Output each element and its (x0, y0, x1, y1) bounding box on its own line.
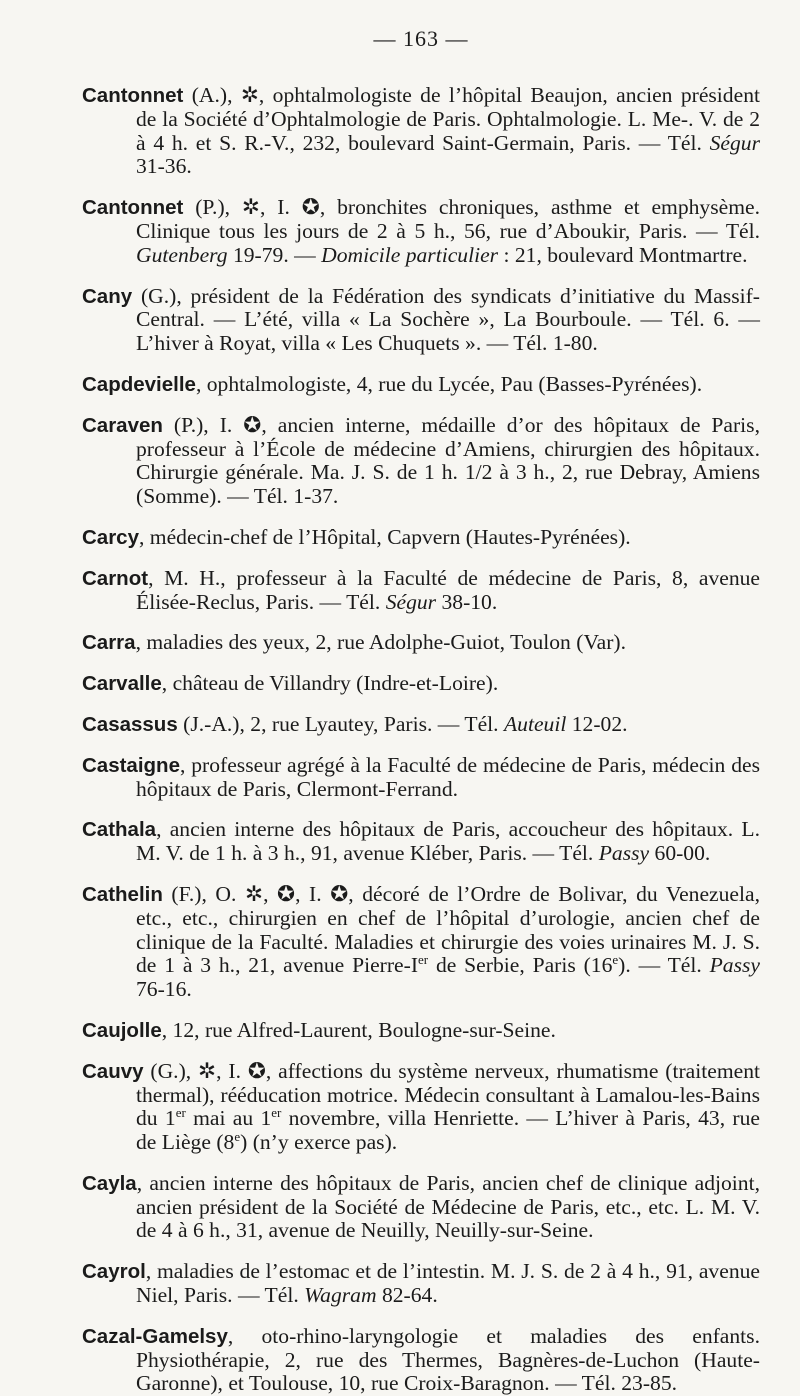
entry-name: Carcy (82, 525, 139, 549)
entry-text: , médecin-chef de l’Hôpital, Capvern (Hautes-Pyrénées). (139, 524, 631, 549)
entry-text: (G.), président de la Fédération des syndicats d’initiative du Massif-Central. — L’été, villa « La Sochère », La Bourboule. — Tél. 6. — L’hiver à Royat, villa « Les Chuquets ». — Tél. 1-80. (132, 283, 760, 356)
entry-text: , ancien interne des hôpitaux de Paris, accoucheur des hôpitaux. L. M. V. de 1 h. à 3 h., 91, avenue Kléber, Paris. — Tél. (136, 817, 760, 866)
entry-text: (A.), ✲, ophtalmologiste de l’hôpital Beaujon, ancien président de la Société d’Ophtalmologie de Paris. Ophtalmologie. L. Me-. V. de 2 à 4 h. et S. R.-V., 232, boulevard Saint-Germain, Paris. — Tél. (136, 83, 760, 155)
entry-italic-text: Domicile particulier (321, 242, 499, 267)
directory-entry (82, 672, 760, 696)
entry-name: Cantonnet (82, 84, 184, 107)
directory-entry (82, 883, 760, 1002)
directory-entry (82, 1325, 760, 1396)
entry-text: mai au 1 (185, 1106, 272, 1131)
entry-text: (P.), ✲, I. ✪, bronchites chroniques, asthme et emphysème. Clinique tous les jours de 2 à 5 h., 56, rue d’Aboukir, Paris. — Tél. (136, 195, 760, 243)
entry-superscript: er (271, 1105, 282, 1121)
entry-name: Castaigne (82, 753, 180, 777)
entry-text: (F.), O. ✲, ✪, I. ✪, décoré de l’Ordre de Bolivar, du Venezuela, etc., etc., chirurgien en chef de l’hôpital d’urologie, ancien chef de clinique de la Faculté. Maladies et chirurgie des voies urinaires M. J. S. de 1 à 3 h., 21, avenue Pierre-I (136, 881, 760, 978)
directory-entry (82, 713, 760, 737)
entry-name: Cany (82, 284, 133, 308)
entry-italic-text: Ségur (385, 589, 437, 614)
entry-italic-text: Wagram (304, 1283, 377, 1308)
entry-superscript: er (418, 952, 429, 968)
entry-text: , maladies des yeux, 2, rue Adolphe-Guiot, Toulon (Var). (135, 630, 627, 655)
entry-text: (J.-A.), 2, rue Lyautey, Paris. — Tél. (177, 711, 504, 736)
entry-name: Cathelin (82, 882, 163, 906)
directory-entry (82, 285, 760, 356)
entry-text: 19-79. — (227, 242, 322, 267)
directory-entries (82, 84, 760, 1396)
entry-text: 38-10. (436, 589, 498, 614)
page-number: — 163 — (373, 26, 469, 51)
entry-name: Carvalle (82, 672, 162, 696)
entry-text: novembre, villa Henriette. — L’hiver à Paris, 43, rue de Liège (8 (136, 1106, 760, 1155)
entry-name: Cayla (82, 1171, 137, 1195)
entry-text: , ancien interne des hôpitaux de Paris, ancien chef de clinique adjoint, ancien président de la Société de Médecine de Paris, etc., etc. L. M. V. de 4 à 6 h., 31, avenue de Neuilly, Neuilly-sur-Seine. (136, 1170, 760, 1243)
entry-name: Cayrol (82, 1260, 146, 1284)
entry-name: Carnot (82, 566, 149, 590)
directory-entry (82, 1172, 760, 1243)
entry-italic-text: Gutenberg (136, 242, 228, 267)
entry-name: Cathala (82, 818, 157, 842)
entry-italic-text: Passy (709, 953, 760, 978)
entry-italic-text: Auteuil (503, 711, 567, 736)
entry-text: , 12, rue Alfred-Laurent, Boulogne-sur-Seine. (161, 1017, 556, 1042)
directory-entry (82, 1260, 760, 1308)
entry-text: de Serbie, Paris (16 (428, 953, 613, 978)
entry-superscript: e (612, 952, 619, 968)
entry-italic-text: Ségur (709, 130, 760, 155)
directory-entry (82, 414, 760, 509)
entry-text: , oto-rhino-laryngologie et maladies des enfants. Physiothérapie, 2, rue des Thermes, Bagnères-de-Luchon (Haute-Garonne), et Toulouse, 10, rue Croix-Baragnon. — Tél. 23-85. (136, 1323, 760, 1396)
entry-text: 31-36. (136, 154, 192, 179)
directory-entry (82, 567, 760, 615)
entry-italic-text: Passy (598, 841, 650, 866)
directory-entry (82, 526, 760, 550)
entry-name: Cauvy (82, 1059, 144, 1083)
entry-text: , maladies de l’estomac et de l’intestin. M. J. S. de 2 à 4 h., 91, avenue Niel, Paris. — Tél. (136, 1259, 760, 1308)
entry-name: Caujolle (82, 1018, 162, 1042)
entry-text: , ophtalmologiste, 4, rue du Lycée, Pau (Basses-Pyrénées). (195, 371, 703, 396)
entry-name: Cantonnet (82, 196, 184, 220)
directory-entry (82, 84, 760, 179)
entry-text: 12-02. (566, 711, 628, 736)
entry-name: Carra (82, 631, 136, 655)
entry-text: (G.), ✲, I. ✪, affections du système nerveux, rhumatisme (traitement thermal), rééducation motrice. Médecin consultant à Lamalou-les-Bains du 1 (136, 1058, 760, 1131)
entry-text: 82-64. (376, 1283, 438, 1308)
entry-text: 76-16. (136, 977, 192, 1002)
entry-text: , château de Villandry (Indre-et-Loire). (161, 671, 499, 696)
directory-entry (82, 196, 760, 267)
entry-text: (P.), I. ✪, ancien interne, médaille d’or des hôpitaux de Paris, professeur à l’École de médecine d’Amiens, chirurgien des hôpitaux. Chirurgie générale. Ma. J. S. de 1 h. 1/2 à 3 h., 2, rue Debray, Amiens (Somme). — Tél. 1-37. (136, 412, 760, 509)
entry-text: ). — Tél. (618, 953, 710, 978)
entry-text: 60-00. (649, 841, 711, 866)
entry-text: , M. H., professeur à la Faculté de médecine de Paris, 8, avenue Élisée-Reclus, Paris. — Tél. (136, 565, 760, 614)
entry-text: : 21, boulevard Montmartre. (498, 242, 748, 267)
entry-name: Capdevielle (82, 372, 196, 396)
directory-entry (82, 754, 760, 802)
entry-text: , professeur agrégé à la Faculté de médecine de Paris, médecin des hôpitaux de Paris, Clermont-Ferrand. (136, 752, 760, 801)
entry-superscript: e (234, 1128, 241, 1144)
entry-name: Casassus (82, 712, 178, 736)
directory-entry (82, 631, 760, 655)
directory-entry (82, 818, 760, 866)
entry-text: ) (n’y exerce pas). (240, 1130, 398, 1155)
entry-name: Caraven (82, 413, 163, 437)
directory-entry (82, 1060, 760, 1155)
directory-entry (82, 373, 760, 397)
entry-superscript: er (175, 1105, 186, 1121)
directory-entry (82, 1019, 760, 1043)
entry-name: Cazal-Gamelsy (82, 1324, 228, 1348)
